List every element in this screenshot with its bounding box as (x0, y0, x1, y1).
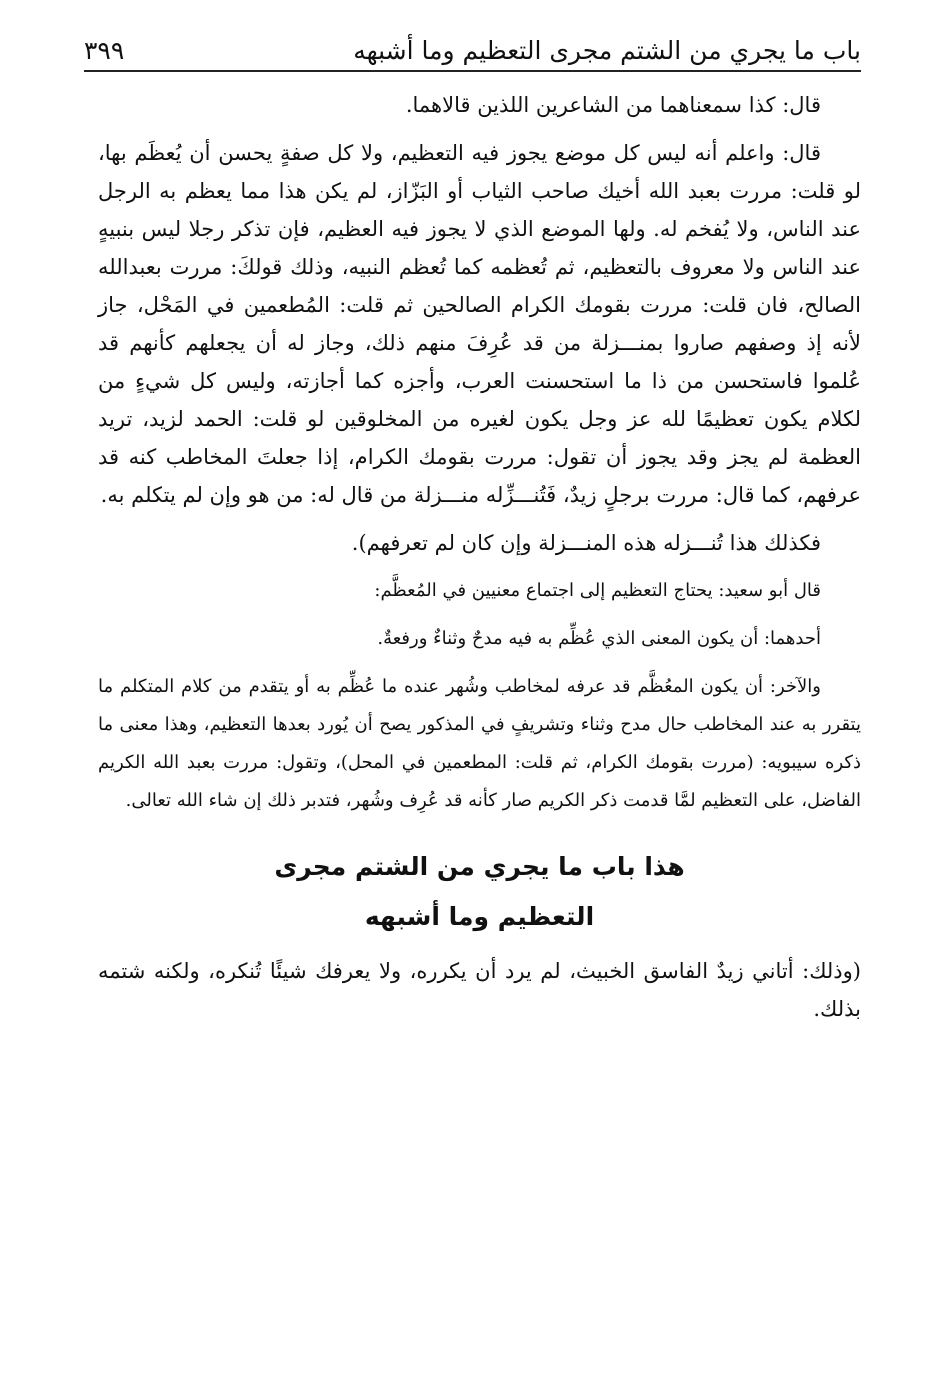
closing-paragraph: (وذلك: أتاني زيدٌ الفاسق الخبيث، لم يرد أن يكرره، ولا يعرفك شيئًا تُنكره، ولكنه شتمه بذلك. (98, 959, 861, 1021)
page-header (84, 30, 861, 72)
paragraph-6: والآخر: أن يكون المعُظَّم قد عرفه لمخاطب وشُهر عنده ما عُظِّم به أو يتقدم من كلام المتكلم ما يتقرر به عند المخاطب حال مدح وثناء وتشريفٍ في المذكور يصح أن يُورد بعدها التعظيم، وهذا معنى ما ذكره سيبويه: (مررت بقومك الكرام، ثم قلت: المطعمين في المحل)، وتقول: مررت بعبد الله الكريم الفاضل، على التعظيم لمَّا قدمت ذكر الكريم صار كأنه قد عُرِف وشُهر، فتدبر ذلك إن شاء الله تعالى. (98, 676, 861, 811)
page-number: ٣٩٩ (84, 35, 125, 65)
paragraph-1: قال: كذا سمعناهما من الشاعرين اللذين قالاهما. (405, 93, 821, 117)
running-title: باب ما يجري من الشتم مجرى التعظيم وما أشبهه (353, 35, 861, 65)
section-heading-line-2: التعظيم وما أشبهه (364, 902, 595, 931)
page-body (98, 86, 861, 1028)
section-heading (98, 842, 861, 942)
section-heading-line-1: هذا باب ما يجري من الشتم مجرى (274, 852, 685, 881)
paragraph-3: فكذلك هذا تُنـــزله هذه المنـــزلة وإن كان لم تعرفهم). (351, 531, 821, 555)
paragraph-5: أحدهما: أن يكون المعنى الذي عُظِّم به فيه مدحٌ وثناءٌ ورفعةٌ. (377, 628, 821, 649)
paragraph-4: قال أبو سعيد: يحتاج التعظيم إلى اجتماع معنيين في المُعظَّم: (374, 580, 821, 601)
paragraph-2: قال: واعلم أنه ليس كل موضع يجوز فيه التعظيم، ولا كل صفةٍ يحسن أن يُعظَم بها، لو قلت: مررت بعبد الله أخيك صاحب الثياب أو البَزّاز، لم يكن هذا مما يعظم به الرجل عند الناس، ولا يُفخم له. ولها الموضع الذي لا يجوز فيه العظيم، فإن تذكر رجلا ليس بنبيهٍ عند الناس ولا معروف بالتعظيم، ثم تُعظمه كما تُعظم النبيه، وذلك قولكَ: مررت بعبدالله الصالح، فان قلت: مررت بقومك الكرام الصالحين ثم قلت: المُطعمين في المَحْل، جاز لأنه إذ وصفهم صاروا بمنـــزلة من قد عُرِفَ منهم ذلك، وجاز له أن يجعلهم كأنهم قد عُلموا فاستحسن من ذا ما استحسنت العرب، وأجزه كما أجازته، وليس كل شيءٍ من لكلام يكون تعظيمًا لله عز وجل يكون لغيره من المخلوقين لو قلت: الحمد لزيد، تريد العظمة لم يجز وقد يجوز أن تقول: مررت بقومك الكرام، إذا جعلتَ المخاطب كنه قد عرفهم، كما قال: مررت برجلٍ زيدٌ، فَتُنـــزِّله منـــزلة من قال له: من هو وإن لم يتكلم به. (98, 141, 861, 507)
